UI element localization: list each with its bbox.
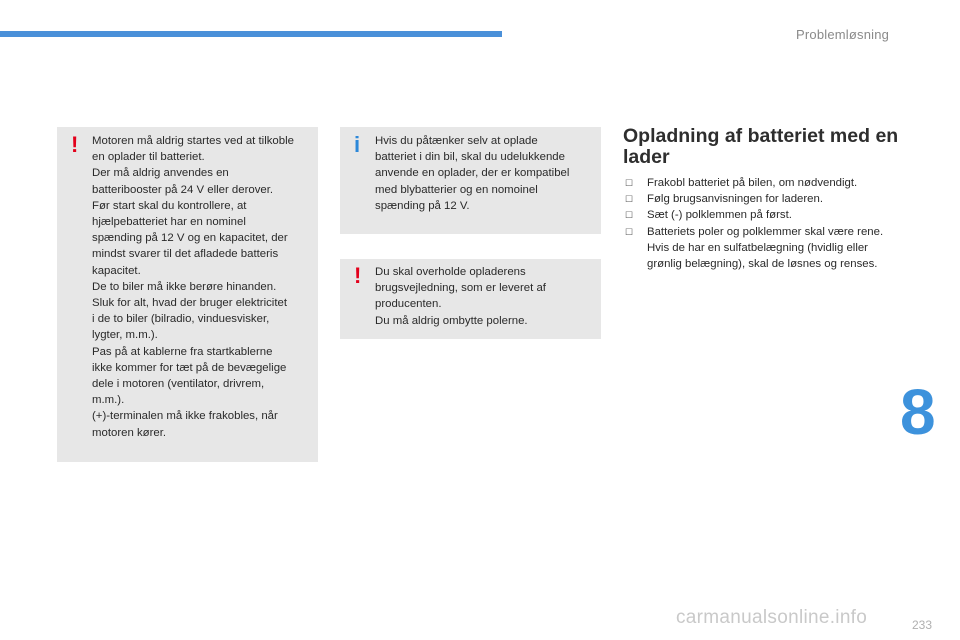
section-title: Opladning af batteriet med en lader [623, 125, 899, 168]
info-text: Hvis du påtænker selv at oplade batteriet i din bil, skal du udelukkende anvende en oplader, der er kompatibel med blybatterier og en nomoinel spænding på 12 V. [375, 135, 570, 212]
checkbox-bullet-icon: ☐ [625, 178, 634, 188]
warning-icon: ! [354, 263, 362, 288]
info-box [340, 127, 601, 234]
list-item [623, 191, 893, 207]
list-item [623, 207, 893, 223]
warning-text: Du skal overholde opladerens brugsvejledning, som er leveret af producenten. Du må aldrig ombytte polerne. [375, 266, 546, 327]
list-item [623, 175, 893, 191]
step-text: Batteriets poler og polklemmer skal være rene. Hvis de har en sulfatbelægning (hvidlig eller grønlig belægning), skal de løsnes og renses. [647, 225, 884, 271]
step-text: Sæt (-) polklemmen på først. [647, 209, 792, 222]
warning-text: Motoren må aldrig startes ved at tilkoble en oplader til batteriet. Der må aldrig anvendes en batteribooster på 24 V eller derover. Før start skal du kontrollere, at hjælpebatteriet har en nominel spænding på 12 V og en kapacitet, der mindst svarer til det afladede batteris kapacitet. De to biler må ikke berøre hinanden. Sluk for alt, hvad der bruger elektricitet i de to biler (bilradio, vinduesvisker, lygter, m.m.). Pas på at kablerne fra startkablerne ikke kommer for tæt på de bevægelige dele i motoren (ventilator, drivrem, m.m.). (+)-terminalen må ikke frakobles, når motoren kører. [92, 135, 294, 439]
section-header: Problemløsning [796, 27, 890, 42]
checkbox-bullet-icon: ☐ [625, 194, 634, 205]
list-item [623, 224, 893, 273]
checkbox-bullet-icon: ☐ [625, 210, 634, 221]
header-accent-bar [0, 31, 502, 37]
info-icon: i [354, 132, 361, 157]
warning-box-charger [340, 259, 601, 339]
step-text: Frakobl batteriet på bilen, om nødvendigt. [647, 177, 858, 189]
chapter-number: 8 [900, 376, 936, 448]
watermark: carmanualsonline.info [676, 607, 868, 628]
checkbox-bullet-icon: ☐ [625, 226, 634, 237]
warning-box [57, 127, 318, 462]
page-number: 233 [912, 618, 933, 632]
steps-list [623, 175, 893, 272]
step-text: Følg brugsanvisningen for laderen. [647, 193, 824, 206]
warning-icon: ! [71, 132, 79, 157]
